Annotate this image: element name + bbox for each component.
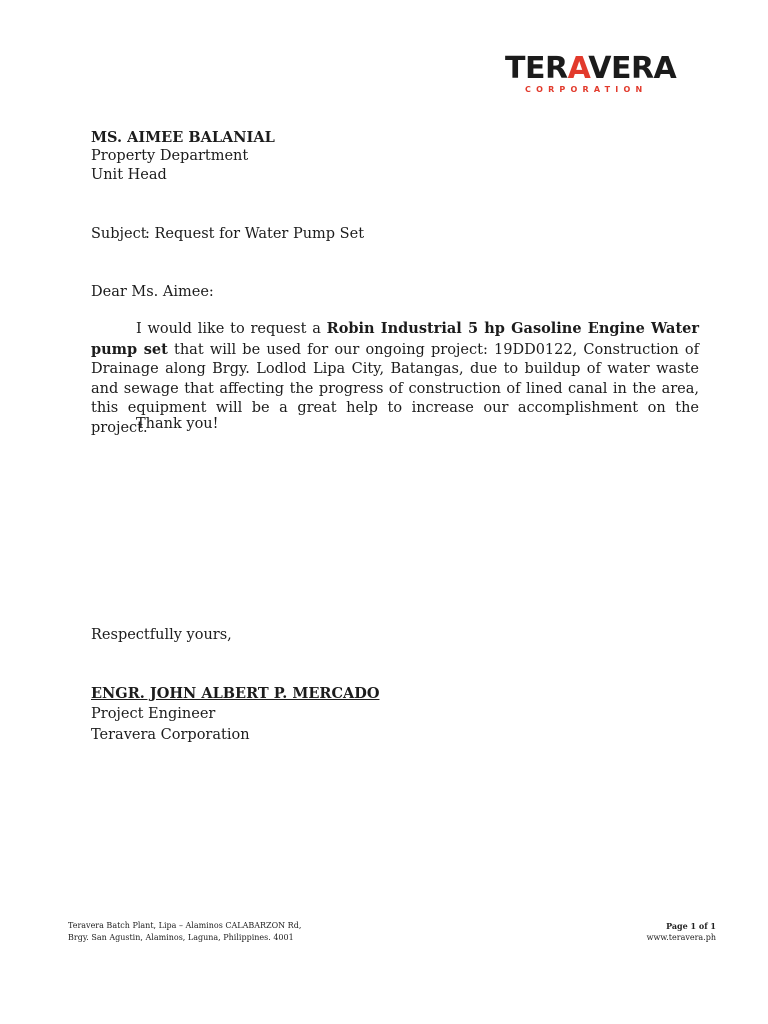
- footer-address: [68, 920, 301, 944]
- signature-block: [91, 684, 379, 745]
- subject-line: [91, 225, 364, 244]
- body-rest: that will be used for our ongoing project: 19DD0122, Construction of Drainage along Brgy. Lodlod Lipa City, Batangas, due to buildup of water waste and sewage that affecting the progress of construction of lined canal in the area, this equipment will be a great help to increase our accomplishment on the project.: [91, 341, 699, 436]
- recipient-block: [91, 128, 275, 185]
- footer-address-line1: Teravera Batch Plant, Lipa – Alaminos CALABARZON Rd,: [68, 921, 302, 930]
- logo-subtitle: CORPORATION: [525, 85, 648, 94]
- logo-wordmark: [505, 52, 691, 86]
- body-item-bold: Robin Industrial 5 hp Gasoline Engine Water pump set: [91, 320, 700, 358]
- footer-website[interactable]: www.teravera.ph: [646, 933, 716, 942]
- logo-wordmark-pre: TER: [505, 51, 568, 86]
- body-thanks: Thank you!: [136, 416, 219, 432]
- logo-wordmark-post: VERA: [588, 51, 677, 86]
- closing-line: Respectfully yours,: [91, 627, 232, 643]
- footer-page-number: Page 1 of 1: [666, 921, 716, 931]
- footer-address-line2: Brgy. San Agustin, Alaminos, Laguna, Philippines. 4001: [68, 933, 294, 942]
- logo-wordmark-accent: A: [567, 51, 589, 86]
- company-logo: [505, 52, 691, 96]
- subject-text: : Request for Water Pump Set: [145, 226, 365, 242]
- signature-name: ENGR. JOHN ALBERT P. MERCADO: [91, 685, 380, 702]
- footer-right: [647, 920, 716, 944]
- salutation: Dear Ms. Aimee:: [91, 284, 214, 300]
- recipient-department: Property Department: [91, 148, 249, 164]
- signature-title: Project Engineer: [91, 706, 216, 722]
- body-intro: I would like to request a: [136, 321, 327, 337]
- signature-company: Teravera Corporation: [91, 727, 250, 743]
- subject-label: Subject: [91, 226, 147, 242]
- recipient-position: Unit Head: [91, 167, 167, 183]
- recipient-name: MS. AIMEE BALANIAL: [91, 129, 275, 146]
